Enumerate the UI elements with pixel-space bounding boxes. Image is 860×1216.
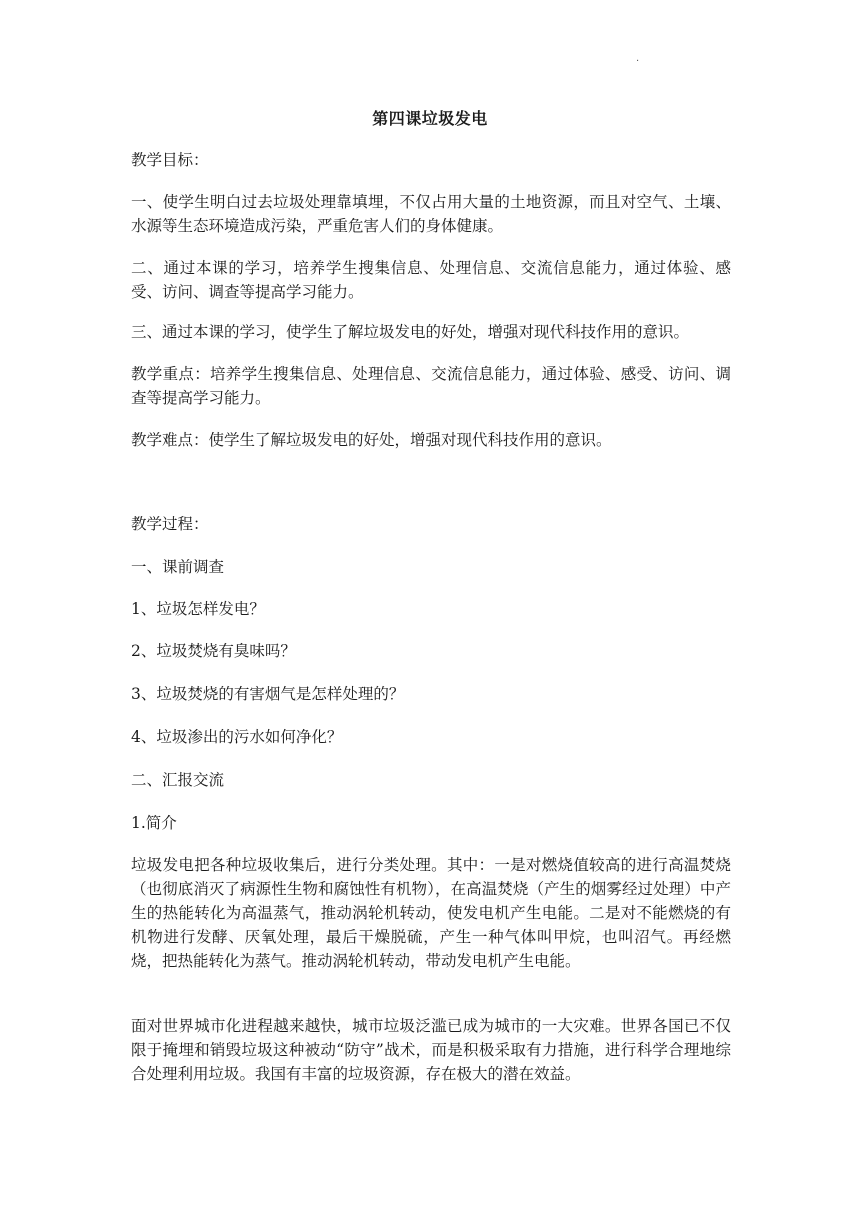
objectives-heading: 教学目标： xyxy=(131,151,209,169)
section-1-heading: 一、课前调查 xyxy=(131,558,225,576)
section-2-heading: 二、汇报交流 xyxy=(131,771,225,789)
objective-3: 三、通过本课的学习，使学生了解垃圾发电的好处，增强对现代科技作用的意识。 xyxy=(131,323,690,341)
header-mark: · xyxy=(636,56,640,67)
question-1: 1、垃圾怎样发电？ xyxy=(131,600,265,618)
objective-1: 一、使学生明白过去垃圾处理靠填埋，不仅占用大量的土地资源，而且对空气、土壤、水源等生态环境造成污染，严重危害人们的身体健康。 xyxy=(131,193,731,235)
question-2: 2、垃圾焚烧有臭味吗？ xyxy=(131,642,296,660)
question-4: 4、垃圾渗出的污水如何净化？ xyxy=(131,728,343,746)
question-3: 3、垃圾焚烧的有害烟气是怎样处理的？ xyxy=(131,685,405,703)
intro-paragraph: 垃圾发电把各种垃圾收集后，进行分类处理。其中：一是对燃烧值较高的进行高温焚烧（也彻底消灭了病源性生物和腐蚀性有机物），在高温焚烧（产生的烟雾经过处理）中产生的热能转化为高温蒸气，推动涡轮机转动，使发电机产生电能。二是对不能燃烧的有机物进行发酵、厌氧处理，最后干燥脱硫，产生一种气体叫甲烷，也叫沼气。再经燃烧，把热能转化为蒸气。推动涡轮机转动，带动发电机产生电能。 xyxy=(131,856,731,970)
key-point: 教学重点：培养学生搜集信息、处理信息、交流信息能力，通过体验、感受、访问、调查等提高学习能力。 xyxy=(131,365,731,407)
difficulty: 教学难点：使学生了解垃圾发电的好处，增强对现代科技作用的意识。 xyxy=(131,431,612,449)
objective-2: 二、通过本课的学习，培养学生搜集信息、处理信息、交流信息能力，通过体验、感受、访问、调查等提高学习能力。 xyxy=(131,259,731,301)
closing-paragraph: 面对世界城市化进程越来越快，城市垃圾泛滥已成为城市的一大灾难。世界各国已不仅限于掩埋和销毁垃圾这种被动“防守”战术，而是积极采取有力措施，进行科学合理地综合处理利用垃圾。我国有丰富的垃圾资源，存在极大的潜在效益。 xyxy=(131,1017,731,1083)
page-title: 第四课垃圾发电 xyxy=(372,109,488,128)
intro-heading: 1.简介 xyxy=(131,814,177,832)
process-heading: 教学过程： xyxy=(131,515,209,533)
